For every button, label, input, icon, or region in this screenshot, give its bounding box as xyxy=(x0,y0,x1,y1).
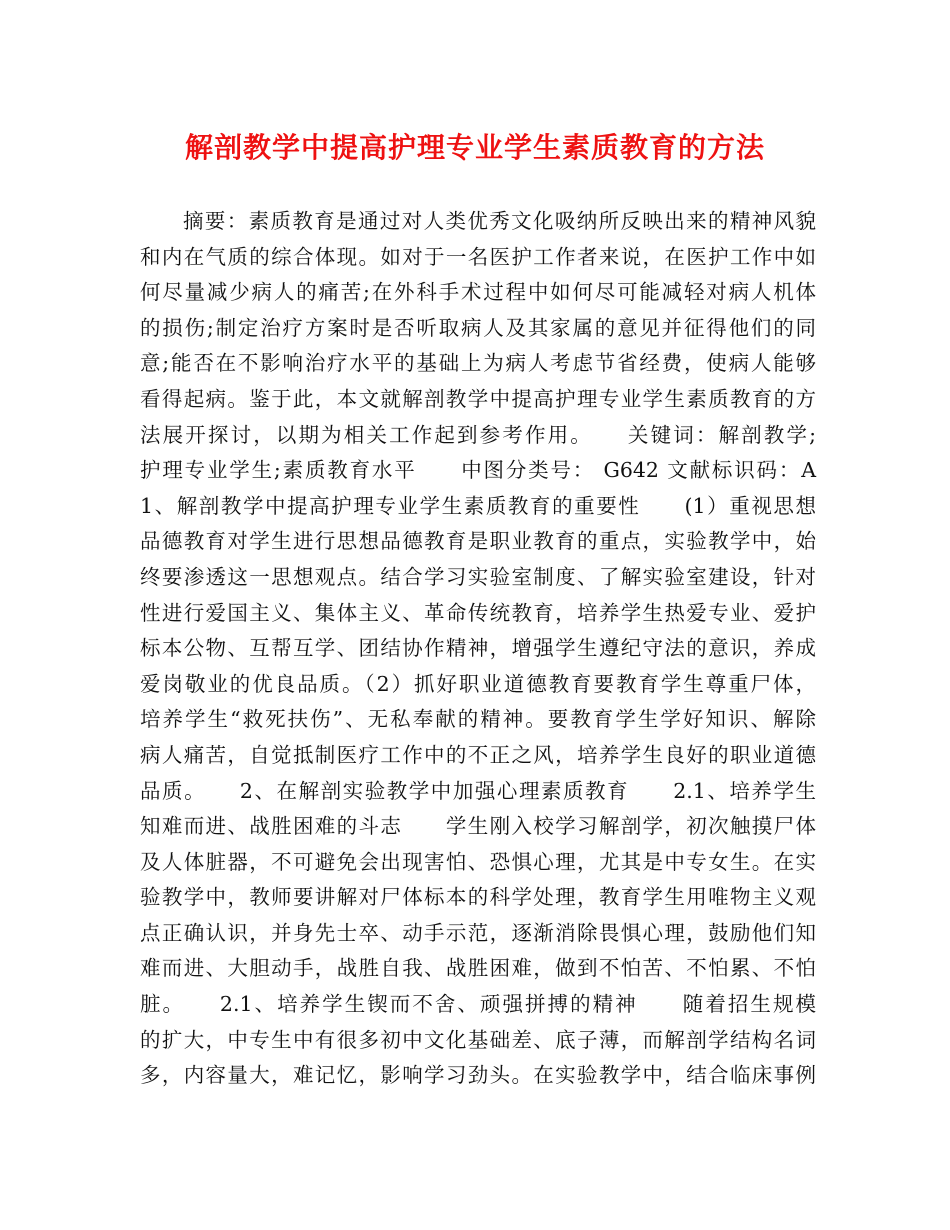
text-line: 法展开探讨，以期为相关工作起到参考作用。 关键词：解剖教学; xyxy=(140,422,816,447)
text-line: 病人痛苦，自觉抵制医疗工作中的不正之风，培养学生良好的职业道德 xyxy=(140,742,816,767)
text-line: 品质。 2、在解剖实验教学中加强心理素质教育 2.1、培养学生 xyxy=(140,778,816,803)
text-line: 标本公物、互帮互学、团结协作精神，增强学生遵纪守法的意识，养成 xyxy=(140,636,816,661)
text-line: 的扩大，中专生中有很多初中文化基础差、底子薄，而解剖学结构名词 xyxy=(140,1027,816,1052)
text-line: 品德教育对学生进行思想品德教育是职业教育的重点，实验教学中，始 xyxy=(140,529,816,554)
text-line: 性进行爱国主义、集体主义、革命传统教育，培养学生热爱专业、爱护 xyxy=(140,600,816,625)
text-line: 验教学中，教师要讲解对尸体标本的科学处理，教育学生用唯物主义观 xyxy=(140,885,816,910)
text-line: 点正确认识，并身先士卒、动手示范，逐渐消除畏惧心理，鼓励他们知 xyxy=(140,920,816,945)
text-line: 培养学生“救死扶伤”、无私奉献的精神。要教育学生学好知识、解除 xyxy=(140,707,816,732)
text-line: 多，内容量大，难记忆，影响学习劲头。在实验教学中，结合临床事例 xyxy=(140,1063,816,1088)
text-line: 的损伤;制定治疗方案时是否听取病人及其家属的意见并征得他们的同 xyxy=(140,315,816,340)
document-title: 解剖教学中提高护理专业学生素质教育的方法 xyxy=(184,131,765,164)
text-line: 1、解剖教学中提高护理专业学生素质教育的重要性 (1）重视思想 xyxy=(140,493,816,518)
text-line: 和内在气质的综合体现。如对于一名医护工作者来说，在医护工作中如 xyxy=(140,244,816,269)
text-line: 摘要：素质教育是通过对人类优秀文化吸纳所反映出来的精神风貌 xyxy=(183,209,816,233)
text-line: 知难而进、战胜困难的斗志 学生刚入校学习解剖学，初次触摸尸体 xyxy=(140,814,816,839)
text-line: 爱岗敬业的优良品质。（2）抓好职业道德教育要教育学生尊重尸体， xyxy=(140,671,816,696)
text-line: 何尽量减少病人的痛苦;在外科手术过程中如何尽可能减轻对病人机体 xyxy=(140,280,816,305)
text-line: 护理专业学生;素质教育水平 中图分类号： G642 文献标识码：A xyxy=(140,458,816,483)
text-line: 难而进、大胆动手，战胜自我、战胜困难，做到不怕苦、不怕累、不怕 xyxy=(140,956,816,981)
text-line: 意;能否在不影响治疗水平的基础上为病人考虑节省经费，使病人能够 xyxy=(140,351,816,376)
text-line: 脏。 2.1、培养学生锲而不舍、顽强拼搏的精神 随着招生规模 xyxy=(140,992,816,1017)
text-line: 看得起病。鉴于此，本文就解剖教学中提高护理专业学生素质教育的方 xyxy=(140,386,816,411)
text-line: 终要渗透这一思想观点。结合学习实验室制度、了解实验室建设，针对 xyxy=(140,564,816,589)
document-body xyxy=(140,204,816,1094)
text-line: 及人体脏器，不可避免会出现害怕、恐惧心理，尤其是中专女生。在实 xyxy=(140,849,816,874)
